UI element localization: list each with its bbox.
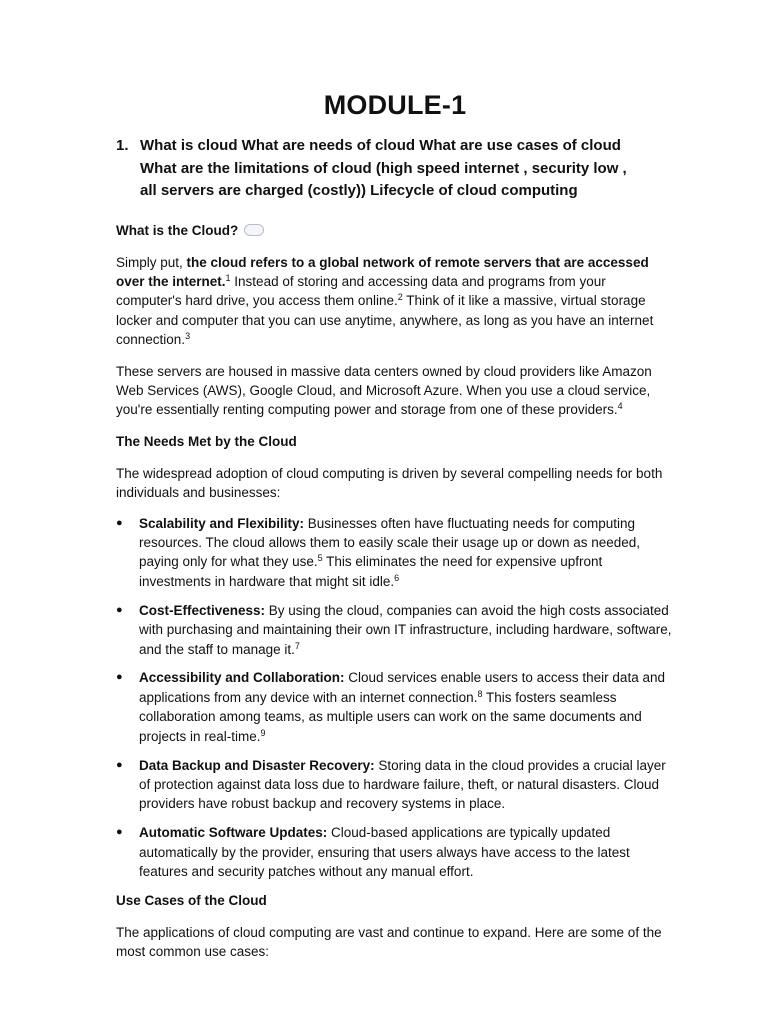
- footnote-ref[interactable]: 8: [477, 688, 483, 699]
- text: Instead of storing and accessing data and programs from your computer's hard drive, you access them online.: [116, 273, 606, 309]
- item-title: Data Backup and Disaster Recovery:: [139, 757, 375, 773]
- footnote-ref[interactable]: 9: [260, 727, 266, 738]
- paragraph: [116, 362, 674, 420]
- heading-text: What is the Cloud?: [116, 222, 239, 238]
- text: Think of it like a massive, virtual storage locker and computer that you can use anytime, anywhere, as long as you have an internet connection.: [116, 293, 654, 348]
- needs-list: [116, 514, 674, 882]
- section-heading-needs: The Needs Met by the Cloud: [116, 433, 297, 449]
- question-list: [116, 135, 674, 203]
- footnote-ref[interactable]: 2: [397, 292, 403, 303]
- question-line: all servers are charged (costly)) Lifecycle of cloud computing: [140, 182, 578, 199]
- text: Simply put,: [116, 254, 187, 270]
- question-item: [116, 135, 674, 203]
- bullet-icon: ●: [116, 758, 123, 771]
- section-heading-what-is-cloud: [116, 221, 674, 241]
- footnote-ref[interactable]: 5: [317, 553, 323, 564]
- footnote-ref[interactable]: 7: [294, 640, 300, 651]
- bullet-icon: ●: [116, 671, 123, 684]
- bold-text: the cloud refers to a global network of remote servers that are accessed over the internet.: [116, 254, 649, 289]
- text: These servers are housed in massive data centers owned by cloud providers like Amazon Web Services (AWS), Google Cloud, and Microsoft Azure. When you use a cloud service, you're essentially renting computing power and storage from one of these providers.: [116, 363, 652, 418]
- item-text: Cloud-based applications are typically updated automatically by the provider, ensuring that users always have access to the latest features and security patches without any manual effort.: [139, 825, 630, 880]
- page-title: MODULE-1: [323, 90, 467, 120]
- list-item: [116, 601, 674, 659]
- item-text: This fosters seamless collaboration among teams, as multiple users can work on the same documents and projects in real-time.: [139, 689, 642, 744]
- question-line: What are the limitations of cloud (high speed internet , security low ,: [140, 159, 627, 177]
- item-title: Scalability and Flexibility:: [139, 515, 305, 531]
- item-text: Cloud services enable users to access their data and applications from any device with an internet connection.: [139, 670, 665, 705]
- cloud-icon: [244, 224, 264, 236]
- bullet-icon: ●: [116, 603, 123, 616]
- question-line: What is cloud What are needs of cloud What are use cases of cloud: [140, 137, 621, 154]
- bullet-icon: ●: [116, 826, 123, 839]
- footnote-ref[interactable]: 3: [185, 331, 191, 342]
- item-title: Automatic Software Updates:: [139, 825, 328, 841]
- item-title: Cost-Effectiveness:: [139, 602, 266, 618]
- paragraph: The applications of cloud computing are vast and continue to expand. Here are some of the most common use cases:: [116, 924, 662, 960]
- question-number: 1.: [116, 137, 129, 154]
- paragraph: [116, 253, 674, 350]
- item-title: Accessibility and Collaboration:: [139, 670, 345, 686]
- footnote-ref[interactable]: 1: [225, 272, 231, 283]
- bullet-icon: ●: [116, 516, 123, 529]
- item-text: Businesses often have fluctuating needs for computing resources. The cloud allows them to easily scale their usage up or down as needed, paying only for what they use.: [139, 515, 641, 570]
- list-item: [116, 514, 674, 592]
- paragraph: The widespread adoption of cloud computing is driven by several compelling needs for both individuals and businesses:: [116, 465, 663, 501]
- item-text: This eliminates the need for expensive upfront investments in hardware that might sit idle.: [139, 554, 603, 589]
- list-item: [116, 756, 674, 814]
- section-heading-use-cases: Use Cases of the Cloud: [116, 892, 267, 908]
- footnote-ref[interactable]: 6: [394, 572, 400, 583]
- item-text: Storing data in the cloud provides a crucial layer of protection against data loss due to hardware failure, theft, or natural disasters. Cloud providers have robust backup and recovery systems in place.: [139, 757, 666, 812]
- item-text: By using the cloud, companies can avoid the high costs associated with purchasing and maintaining their own IT infrastructure, including hardware, software, and the staff to manage it.: [139, 602, 672, 657]
- footnote-ref[interactable]: 4: [617, 401, 623, 412]
- list-item: [116, 668, 674, 746]
- list-item: [116, 823, 674, 881]
